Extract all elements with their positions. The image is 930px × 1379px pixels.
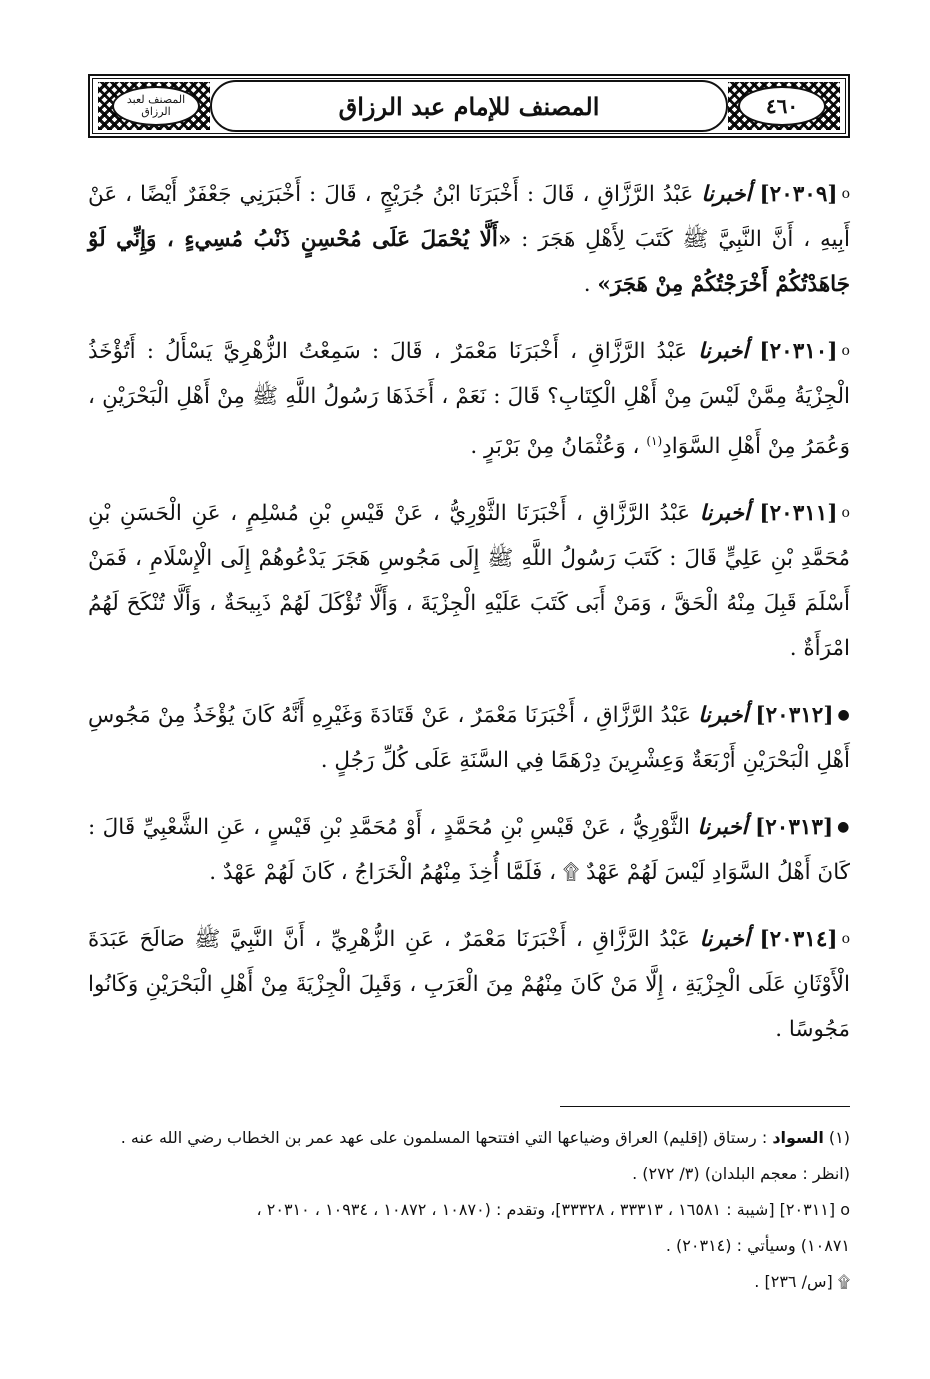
footnote-separator: [560, 1106, 850, 1107]
akhbarana-label: أخبرنا: [697, 814, 748, 840]
hadith-entry: [88, 805, 850, 896]
hadith-entry: [88, 693, 850, 784]
hadith-text: عَبْدُ الرَّزَّاقِ ، أَخْبَرَنَا الثَّوْرِيُّ ، عَنْ قَيْسِ بْنِ مُسْلِمٍ ، عَنِ الْحَسَنِ بْنِ مُحَمَّدِ بْنِ عَلِيٍّ قَالَ : كَتَبَ رَسُولُ اللَّهِ ﷺ إِلَى مَجُوسِ هَجَرَ يَدْعُوهُمْ إِلَى الْإِسْلَامِ ، فَمَنْ أَسْلَمَ قَبِلَ مِنْهُ الْحَقَّ ، وَمَنْ أَبَى كَتَبَ عَلَيْهِ الْجِزْيَةَ ، وَأَلَّا تُؤْكَلَ لَهُمْ ذَبِيحَةٌ ، وَأَلَّا تُنْكَحَ لَهُمُ امْرَأَةٌ .: [88, 500, 850, 662]
hadith-number: [٢٠٣١٢]: [755, 702, 834, 728]
entry-marker: ο: [841, 343, 850, 359]
hadith-entry: [88, 491, 850, 672]
hadith-text: عَبْدُ الرَّزَّاقِ ، أَخْبَرَنَا مَعْمَرٌ ، قَالَ : سَمِعْتُ الزُّهْرِيَّ يَسْأَلُ : أَتُؤْخَذُ الْجِزْيَةُ مِمَّنْ لَيْسَ مِنْ أَهْلِ الْكِتَابِ؟ قَالَ : نَعَمْ ، أَخَذَهَا رَسُولُ اللَّهِ ﷺ مِنْ أَهْلِ الْبَحْرَيْنِ ، وَعُمَرُ مِنْ أَهْلِ السَّوَادِ: [88, 338, 850, 460]
akhbarana-label: أخبرنا: [699, 926, 750, 952]
hadith-number: [٢٠٣٠٩]: [759, 181, 838, 207]
footnote-1: [88, 1120, 850, 1156]
entry-marker: ●: [837, 707, 850, 724]
footnote-source: (انظر : معجم البلدان) (٣/ ٢٧٢) .: [632, 1164, 850, 1183]
akhbarana-label: أخبرنا: [699, 500, 750, 526]
hadith-text: عَبْدُ الرَّزَّاقِ ، قَالَ : أَخْبَرَنَا ابْنُ جُرَيْجٍ ، قَالَ : أَخْبَرَنِي جَعْفَرٌ أَيْضًا ، عَنْ أَبِيهِ ، أَنَّ النَّبِيَّ ﷺ كَتَبَ لِأَهْلِ هَجَرَ :: [88, 181, 851, 252]
footnotes: [88, 1120, 850, 1300]
takhrij-line-2: ١٠٨٧١) وسيأتي : (٢٠٣١٤) .: [665, 1236, 850, 1255]
hadith-number: [٢٠٣١٠]: [759, 338, 838, 364]
hadith-number: [٢٠٣١٣]: [755, 814, 834, 840]
entry-marker: ο: [841, 931, 850, 948]
footnote-headword: السواد: [772, 1128, 824, 1147]
hadith-entry: [88, 172, 850, 308]
entry-marker: ●: [837, 819, 850, 836]
footnote-label: (١): [828, 1128, 850, 1147]
hadith-number: [٢٠٣١٤]: [759, 926, 838, 952]
akhbarana-label: أخبرنا: [698, 702, 749, 728]
takhrij-line-1: ο [٢٠٣١١] [شيبة : ١٦٥٨١ ، ٣٣٣١٣ ، ٣٣٣٢٨]، وتقدم : (١٠٨٧٠ ، ١٠٨٧٢ ، ١٠٩٣٤ ، ٢٠٣١٠ ،: [256, 1200, 850, 1219]
running-title: المصنف للإمام عبد الرزاق: [338, 91, 600, 121]
hadith-text-end: .: [583, 272, 591, 297]
hadith-text-end: ، وَعُثْمَانُ مِنْ بَرْبَرٍ .: [470, 434, 640, 460]
main-text: [88, 150, 850, 1064]
hadith-entry: [88, 917, 850, 1053]
folio-reference: ۩ [س/ ٢٣٦] .: [754, 1272, 850, 1291]
entry-marker: ο: [841, 186, 851, 202]
page-header: [88, 74, 850, 138]
entry-marker: ο: [841, 505, 850, 522]
akhbarana-label: أخبرنا: [698, 338, 749, 364]
running-title-box: [210, 80, 728, 132]
hadith-entry: [88, 329, 850, 470]
prophetic-quote: «أَلَّا يُحْمَلَ عَلَى مُحْسِنٍ ذَنْبُ مُسِيءٍ ، وَإِنِّي لَوْ جَاهَدْتُكُمْ أَخْرَجْتُكُمْ مِنْ هَجَرَ»: [88, 227, 850, 297]
hadith-text: عَبْدُ الرَّزَّاقِ ، أَخْبَرَنَا مَعْمَرٌ ، عَنْ قَتَادَةَ وَغَيْرِهِ أَنَّهُ كَانَ يُؤْخَذُ مِنْ مَجُوسِ أَهْلِ الْبَحْرَيْنِ أَرْبَعَةٌ وَعِشْرِينَ دِرْهَمًا فِي السَّنَةِ عَلَى كُلِّ رَجُلٍ .: [88, 702, 850, 774]
footnote-text: : رستاق (إقليم) العراق وضياعها التي افتتحها المسلمون على عهد عمر بن الخطاب رضي الله عنه .: [120, 1128, 768, 1147]
hadith-text: عَبْدُ الرَّزَّاقِ ، أَخْبَرَنَا مَعْمَرٌ ، عَنِ الزُّهْرِيِّ ، أَنَّ النَّبِيَّ ﷺ صَالَحَ عَبَدَةَ الْأَوْثَانِ عَلَى الْجِزْيَةِ ، إِلَّا مَنْ كَانَ مِنْهُمْ مِنَ الْعَرَبِ ، وَقَبِلَ الْجِزْيَةَ مِنْ أَهْلِ الْبَحْرَيْنِ وَكَانُوا مَجُوسًا .: [88, 926, 850, 1043]
page-number: ٤٦٠: [765, 94, 799, 118]
page-number-badge: [738, 86, 826, 126]
book-emblem: [112, 86, 200, 126]
akhbarana-label: أخبرنا: [701, 181, 752, 207]
footnote-reference[interactable]: (١): [646, 434, 663, 448]
book-emblem-text: المصنف لعبد الرزاق: [126, 93, 186, 118]
hadith-number: [٢٠٣١١]: [759, 500, 838, 526]
hadith-text: الثَّوْرِيُّ ، عَنْ قَيْسِ بْنِ مُحَمَّدٍ ، أَوْ مُحَمَّدِ بْنِ قَيْسٍ ، عَنِ الشَّعْبِيِّ قَالَ : كَانَ أَهْلُ السَّوَادِ لَيْسَ لَهُمْ عَهْدٌ ۩ ، فَلَمَّا أُخِذَ مِنْهُمُ الْخَرَاجُ ، كَانَ لَهُمْ عَهْدٌ .: [88, 814, 850, 886]
